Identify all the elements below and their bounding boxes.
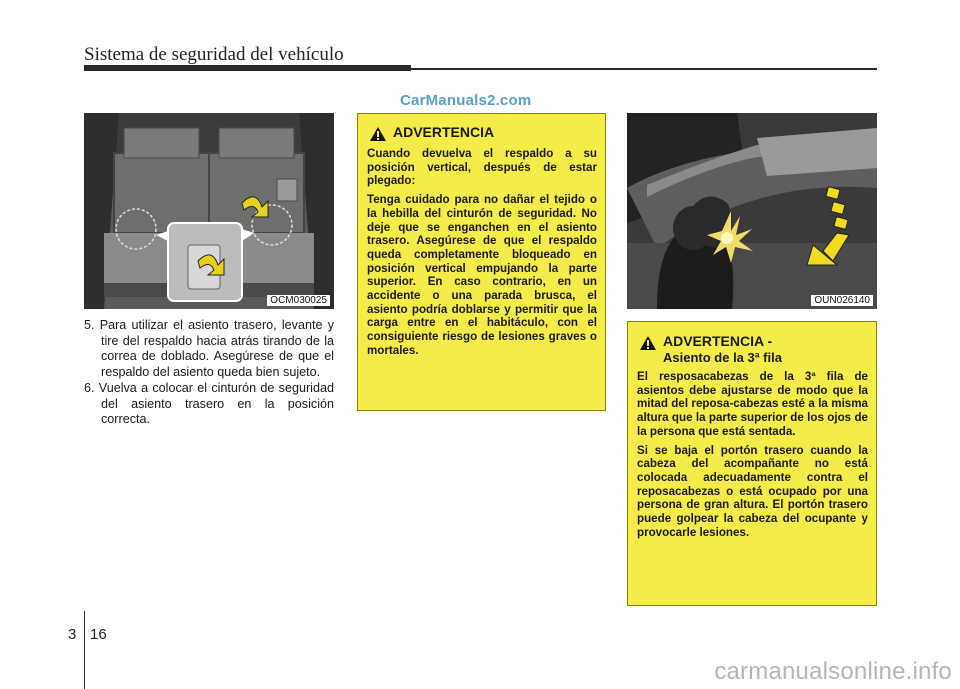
warning-subtitle: Asiento de la 3ª fila [663, 350, 782, 365]
cargo-area-photo [84, 113, 334, 309]
warning-triangle-icon [639, 335, 657, 351]
header-rule-thick [84, 65, 411, 71]
footer-vertical-rule [84, 611, 85, 689]
tailgate-headrest-photo [627, 113, 877, 309]
warning-title-block [663, 333, 782, 365]
tailgate-illustration [627, 113, 877, 309]
warning-body [637, 370, 868, 539]
warning-paragraph: Cuando devuelva el respaldo a su posición vertical, después de estar plegado: [367, 147, 597, 188]
chapter-number: 3 [68, 626, 77, 643]
page-number: 16 [90, 626, 107, 643]
instruction-step-6: 6. Vuelva a colocar el cinturón de seguridad del asiento trasero en la posición correcta. [84, 380, 334, 427]
instruction-step-5: 5. Para utilizar el asiento trasero, levante y tire del respaldo hacia atrás tirando de la correa de doblado. Asegúrese de que el respaldo del asiento queda bien sujeto. [84, 318, 334, 380]
warning-paragraph: El resposacabezas de la 3ª fila de asientos debe ajustarse de modo que la mitad del reposa-cabezas esté a la misma altura que la parte superior de los ojos de la persona que está sentada. [637, 370, 868, 438]
warning-triangle-icon [369, 126, 387, 142]
photo-code-right: OUN026140 [811, 295, 873, 306]
warning-body [367, 147, 597, 358]
warning-header [637, 333, 868, 365]
header-rule-thin [411, 68, 877, 70]
watermark-top[interactable]: CarManuals2.com [400, 92, 532, 109]
warning-title: ADVERTENCIA - [663, 333, 773, 349]
warning-paragraph: Tenga cuidado para no dañar el tejido o la hebilla del cinturón de seguridad. No deje que se enganchen en el asiento trasero. Asegúrese de que el respaldo queda completamente bloqueado en posición vertical empujando la parte superior. En caso contrario, en un accidente o una parada brusca, el asiento podría doblarse y permitir que la carga entre en el habitáculo, con el consiguiente riesgo de lesiones graves o mortales. [367, 193, 597, 357]
warning-box-headrest [627, 321, 877, 606]
watermark-bottom[interactable]: carmanualsonline.info [714, 658, 952, 685]
warning-header [367, 124, 597, 142]
warning-paragraph: Si se baja el portón trasero cuando la cabeza del acompañante no está colocada adecuadamente contra el reposacabezas o está ocupado por una persona de gran altura. El portón trasero puede golpear la cabeza del ocupante y provocarle lesiones. [637, 443, 868, 539]
page-header-title: Sistema de seguridad del vehículo [84, 44, 344, 65]
warning-title: ADVERTENCIA [393, 124, 495, 140]
photo-code-left: OCM030025 [267, 295, 330, 306]
warning-box-seatback [357, 113, 606, 411]
cargo-area-illustration [84, 113, 334, 309]
instruction-list [84, 318, 334, 428]
